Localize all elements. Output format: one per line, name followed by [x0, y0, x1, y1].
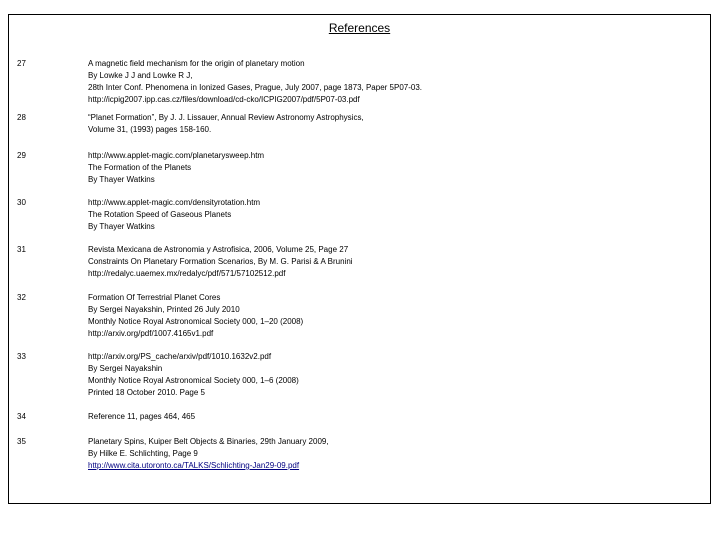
- reference-number: 34: [17, 412, 26, 421]
- reference-number: 33: [17, 352, 26, 361]
- reference-line: Constraints On Planetary Formation Scenarios, By M. G. Parisi & A Brunini: [88, 257, 353, 266]
- reference-body: [88, 351, 688, 399]
- reference-line: Printed 18 October 2010. Page 5: [88, 388, 205, 397]
- reference-body: [88, 292, 688, 340]
- reference-line: Formation Of Terrestrial Planet Cores: [88, 293, 221, 302]
- reference-line: By Lowke J J and Lowke R J,: [88, 71, 193, 80]
- reference-line: http://arxiv.org/PS_cache/arxiv/pdf/1010.1632v2.pdf: [88, 352, 272, 361]
- reference-line: http://www.applet-magic.com/planetarysweep.htm: [88, 151, 265, 160]
- reference-number: 31: [17, 245, 26, 254]
- reference-line: By Sergei Nayakshin: [88, 364, 163, 373]
- reference-body: [88, 436, 688, 472]
- reference-body: [88, 112, 688, 136]
- reference-line: The Formation of the Planets: [88, 163, 192, 172]
- reference-line: The Rotation Speed of Gaseous Planets: [88, 210, 232, 219]
- reference-line: By Sergei Nayakshin, Printed 26 July 2010: [88, 305, 240, 314]
- reference-number: 27: [17, 59, 26, 68]
- reference-line: http://www.applet-magic.com/densityrotation.htm: [88, 198, 261, 207]
- reference-line: “Planet Formation”, By J. J. Lissauer, Annual Review Astronomy Astrophysics,: [88, 113, 364, 122]
- reference-line: By Thayer Watkins: [88, 175, 155, 184]
- reference-body: [88, 150, 688, 186]
- page-title-text: References: [328, 21, 391, 35]
- reference-number: 30: [17, 198, 26, 207]
- reference-number: 32: [17, 293, 26, 302]
- reference-line: http://redalyc.uaemex.mx/redalyc/pdf/571/57102512.pdf: [88, 269, 286, 278]
- reference-body: [88, 244, 688, 280]
- reference-body: [88, 411, 688, 423]
- reference-line: http://icpig2007.ipp.cas.cz/files/download/cd-cko/ICPIG2007/pdf/5P07-03.pdf: [88, 95, 360, 104]
- reference-body: [88, 58, 688, 106]
- reference-body: [88, 197, 688, 233]
- reference-line: A magnetic field mechanism for the origin of planetary motion: [88, 59, 305, 68]
- reference-number: 28: [17, 113, 26, 122]
- reference-number: 35: [17, 437, 26, 446]
- reference-line: Monthly Notice Royal Astronomical Society 000, 1–6 (2008): [88, 376, 299, 385]
- reference-line: By Thayer Watkins: [88, 222, 155, 231]
- reference-line: Volume 31, (1993) pages 158-160.: [88, 125, 212, 134]
- reference-link[interactable]: http://www.cita.utoronto.ca/TALKS/Schlichting-Jan29-09.pdf: [88, 461, 300, 470]
- reference-line: 28th Inter Conf. Phenomena in Ionized Gases, Prague, July 2007, page 1873, Paper 5P07-03.: [88, 83, 423, 92]
- reference-line: Monthly Notice Royal Astronomical Society 000, 1–20 (2008): [88, 317, 304, 326]
- page-title: [9, 21, 710, 35]
- reference-line: http://arxiv.org/pdf/1007.4165v1.pdf: [88, 329, 214, 338]
- reference-line: Revista Mexicana de Astronomia y Astrofisica, 2006, Volume 25, Page 27: [88, 245, 349, 254]
- references-page: [8, 14, 711, 504]
- reference-line: Planetary Spins, Kuiper Belt Objects & Binaries, 29th January 2009,: [88, 437, 329, 446]
- reference-number: 29: [17, 151, 26, 160]
- reference-line: By Hilke E. Schlichting, Page 9: [88, 449, 198, 458]
- reference-line: Reference 11, pages 464, 465: [88, 412, 196, 421]
